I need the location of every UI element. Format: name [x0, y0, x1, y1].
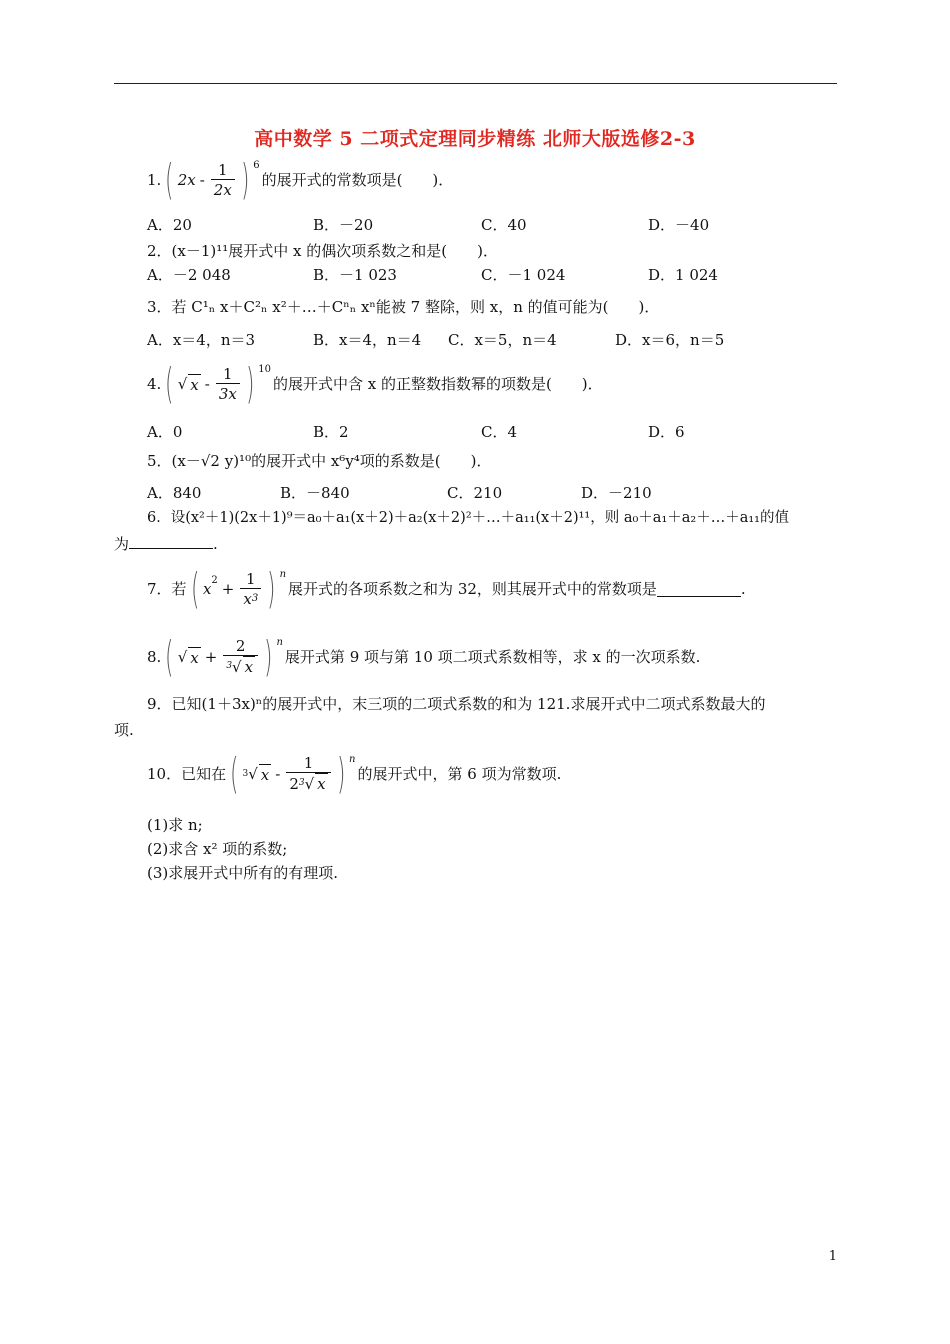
question-8	[147, 632, 701, 681]
denominator: 3x	[218, 384, 237, 403]
numerator: 2	[223, 637, 258, 656]
denominator	[223, 656, 258, 677]
choice-b: B．x＝4，n＝4	[313, 331, 422, 349]
choice-a: A．840	[147, 484, 202, 502]
page-number: 1	[828, 1249, 837, 1264]
question-number: 8.	[147, 648, 162, 666]
fraction	[216, 365, 240, 404]
question-text: 的展开式中，第 6 项为常数项.	[357, 765, 562, 783]
right-paren: )	[267, 564, 276, 613]
root-sign: √	[232, 658, 242, 676]
radicand: x	[244, 658, 254, 676]
operator: -	[199, 171, 205, 189]
root-index: 3	[298, 778, 305, 788]
coefficient: 2	[289, 775, 299, 793]
root-sign: √	[304, 775, 315, 793]
exponent: 10	[258, 364, 271, 375]
choice-c: C．x＝5，n＝4	[448, 331, 557, 349]
denominator-base: x	[243, 589, 252, 608]
question-6-line-1: 6．设(x²＋1)(2x＋1)⁹＝a₀＋a₁(x＋2)＋a₂(x＋2)²＋…＋a₁₁(x＋2)¹¹，则 a₀＋a₁＋a₂＋…＋a₁₁的值	[147, 510, 789, 526]
choice-c: C．40	[481, 216, 527, 234]
operator: +	[221, 580, 235, 598]
numerator: 1	[211, 161, 235, 180]
question-10-part-2: (2)求含 x² 项的系数;	[147, 840, 288, 858]
question-3: 3．若 C¹ₙ x＋C²ₙ x²＋…＋Cⁿₙ xⁿ能被 7 整除，则 x，n 的值可能为( )．	[147, 298, 660, 316]
numerator: 1	[286, 754, 330, 773]
choice-b: B．2	[313, 423, 349, 441]
root-index: 3	[242, 769, 249, 779]
exponent: n	[349, 754, 356, 765]
question-9-line-1: 9．已知(1＋3x)ⁿ的展开式中，末三项的二项式系数的和为 121.求展开式中二项式系数最大的	[147, 695, 766, 713]
denominator-exponent: 3	[251, 592, 259, 604]
right-paren: )	[264, 632, 273, 681]
choice-d: D．6	[648, 423, 685, 441]
question-6-line-2	[114, 534, 218, 554]
exponent: n	[279, 569, 287, 580]
question-5: 5．(x－√2 y)¹⁰的展开式中 x⁶y⁴项的系数是( )．	[147, 452, 492, 470]
denominator	[240, 589, 261, 609]
base-exponent: 2	[211, 575, 218, 586]
left-paren: (	[165, 632, 174, 681]
question-number: 4.	[147, 375, 162, 393]
choice-a: A．x＝4，n＝3	[147, 331, 256, 349]
choice-d: D．－210	[581, 484, 652, 502]
question-9-line-2: 项.	[114, 721, 134, 739]
choice-d: D．－40	[648, 216, 710, 234]
numerator: 1	[216, 365, 240, 384]
exponent: n	[276, 637, 283, 648]
question-number: 10．已知在	[147, 765, 227, 783]
question-10	[147, 749, 562, 798]
exponent: 6	[253, 160, 260, 171]
choice-b: B．－1 023	[313, 266, 397, 284]
question-text: 展开式第 9 项与第 10 项二项式系数相等，求 x 的一次项系数.	[284, 648, 701, 666]
question-7	[147, 564, 746, 613]
right-paren: )	[245, 359, 255, 408]
radicand: x	[317, 775, 326, 793]
answer-blank[interactable]	[657, 582, 741, 597]
choice-b: B．－20	[313, 216, 374, 234]
sqrt-sign: √	[177, 375, 188, 393]
fraction	[211, 161, 235, 200]
prefix: 为	[114, 535, 130, 553]
choice-c: C．210	[447, 484, 503, 502]
radicand: x	[190, 648, 199, 667]
question-text: 的展开式中含 x 的正整数指数幂的项数是( )．	[272, 375, 603, 393]
choice-a: A．－2 048	[147, 266, 231, 284]
left-paren: (	[230, 749, 239, 798]
choice-a: A．20	[147, 216, 192, 234]
choice-c: C．4	[481, 423, 518, 441]
denominator: 2x	[213, 180, 232, 199]
page-title: 高中数学 5 二项式定理同步精练 北师大版选修2-3	[254, 128, 696, 150]
suffix: .	[213, 535, 218, 553]
question-2: 2．(x－1)¹¹展开式中 x 的偶次项系数之和是( )．	[147, 242, 498, 260]
radicand: x	[190, 375, 199, 394]
question-number: 7．若	[147, 580, 187, 598]
choice-c: C．－1 024	[481, 266, 566, 284]
operator: +	[204, 648, 218, 666]
fraction	[286, 754, 330, 794]
question-10-part-3: (3)求展开式中所有的有理项.	[147, 864, 339, 882]
choice-d: D．x＝6，n＝5	[615, 331, 725, 349]
sqrt-sign: √	[177, 648, 188, 666]
suffix: .	[740, 580, 746, 598]
choice-b: B．－840	[280, 484, 350, 502]
header-rule	[114, 83, 837, 84]
question-1	[147, 155, 454, 204]
denominator	[286, 773, 330, 794]
question-10-part-1: (1)求 n;	[147, 816, 203, 834]
fraction	[240, 570, 261, 609]
answer-blank[interactable]	[129, 534, 213, 549]
question-text: 的展开式的常数项是( )．	[261, 171, 454, 189]
operator: -	[204, 375, 210, 393]
choice-d: D．1 024	[648, 266, 718, 284]
root-index: 3	[226, 661, 233, 671]
numerator: 1	[240, 570, 261, 589]
left-paren: (	[165, 359, 174, 408]
operator: -	[275, 765, 281, 783]
question-4	[147, 359, 603, 408]
choice-a: A．0	[147, 423, 183, 441]
term: 2x	[177, 171, 196, 189]
base: x	[202, 580, 212, 598]
right-paren: )	[336, 749, 345, 798]
root-sign: √	[248, 765, 258, 783]
question-number: 1.	[147, 171, 162, 189]
left-paren: (	[190, 564, 199, 613]
right-paren: )	[240, 155, 250, 204]
question-text: 展开式的各项系数之和为 32，则其展开式中的常数项是	[288, 580, 657, 598]
radicand: x	[260, 765, 270, 784]
fraction	[223, 637, 258, 677]
left-paren: (	[165, 155, 174, 204]
